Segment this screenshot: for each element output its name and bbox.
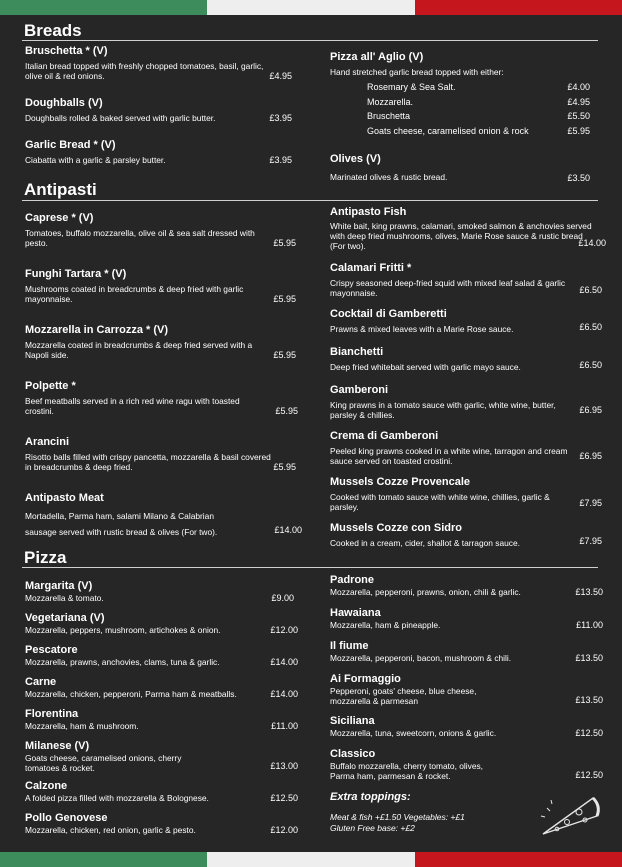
menu-item-il-fiume: Il fiume Mozzarella, pepperoni, bacon, mushroom & chili. [330, 640, 512, 663]
price: £5.95 [567, 126, 590, 136]
menu-item-bruschetta: Bruschetta * (V) Italian bread topped with freshly chopped tomatoes, basil, garlic, olive oil & red onions. [25, 45, 264, 81]
price: £11.00 [576, 620, 603, 630]
price: £4.00 [567, 82, 590, 92]
menu-item-calzone: Calzone A folded pizza filled with mozzarella & Bolognese. [25, 780, 209, 803]
menu-item-bianchetti: Bianchetti Deep fried whitebait served with garlic mayo sauce. [330, 346, 521, 372]
price: £4.95 [269, 71, 292, 81]
price: £14.00 [270, 657, 298, 667]
menu-item-olives: Olives (V) Marinated olives & rustic bread. [330, 153, 448, 182]
aglio-option: Mozzarella. [367, 97, 414, 107]
menu-item-pescatore: Pescatore Mozzarella, prawns, anchovies, clams, tuna & garlic. [25, 644, 220, 667]
price: £4.95 [567, 97, 590, 107]
section-heading-antipasti: Antipasti [24, 180, 97, 199]
pizza-slice-icon [535, 790, 605, 840]
menu-item-carne: Carne Mozzarella, chicken, pepperoni, Parma ham & meatballs. [25, 676, 237, 699]
menu-item-pollo-genovese: Pollo Genovese Mozzarella, chicken, red onion, garlic & pesto. [25, 812, 196, 835]
menu-item-polpette: Polpette * Beef meatballs served in a rich red wine ragu with toasted crostini. [25, 380, 240, 416]
price: £14.00 [274, 525, 302, 535]
menu-item-caprese: Caprese * (V) Tomatoes, buffalo mozzarella, olive oil & sea salt dressed with pesto. [25, 212, 255, 248]
price: £3.95 [269, 155, 292, 165]
price: £3.95 [269, 113, 292, 123]
price: £6.50 [579, 360, 602, 370]
menu-item-antipasto-fish: Antipasto Fish White bait, king prawns, calamari, smoked salmon & anchovies served with deep fried mushrooms, olives, Marie Rose sauce & rustic bread (For two). [330, 206, 592, 251]
price: £11.00 [271, 721, 298, 731]
price: £14.00 [578, 238, 606, 248]
price: £6.95 [579, 451, 602, 461]
menu-item-mozzarella-carrozza: Mozzarella in Carrozza * (V) Mozzarella coated in breadcrumbs & deep fried served with a Napoli side. [25, 324, 253, 360]
menu-item-pizza-aglio: Pizza all' Aglio (V) Hand stretched garlic bread topped with either: [330, 51, 504, 77]
price: £14.00 [270, 689, 298, 699]
price: £13.50 [575, 695, 603, 705]
price: £3.50 [567, 173, 590, 183]
menu-item-funghi-tartara: Funghi Tartara * (V) Mushrooms coated in breadcrumbs & deep fried with garlic mayonnaise. [25, 268, 244, 304]
section-heading-breads: Breads [24, 21, 82, 40]
extra-toppings-line: Meat & fish +£1.50 Vegetables: +£1 [330, 812, 465, 822]
divider [22, 200, 598, 201]
divider [22, 567, 598, 568]
price: £12.50 [270, 793, 298, 803]
price: £6.50 [579, 322, 602, 332]
menu-item-antipasto-meat: Antipasto Meat Mortadella, Parma ham, salami Milano & Calabrian sausage served with rustic bread & olives (For two). [25, 492, 218, 537]
menu-item-siciliana: Siciliana Mozzarella, tuna, sweetcorn, onions & garlic. [330, 715, 497, 738]
price: £12.50 [575, 728, 603, 738]
menu-item-florentina: Florentina Mozzarella, ham & mushroom. [25, 708, 139, 731]
divider [22, 40, 598, 41]
section-heading-pizza: Pizza [24, 548, 67, 567]
menu-item-hawaiana: Hawaiana Mozzarella, ham & pineapple. [330, 607, 441, 630]
price: £5.95 [275, 406, 298, 416]
menu-item-doughballs: Doughballs (V) Doughballs rolled & baked served with garlic butter. [25, 97, 216, 123]
menu-item-classico: Classico Buffalo mozzarella, cherry tomato, olives, Parma ham, parmesan & rocket. [330, 748, 483, 781]
price: £5.50 [567, 111, 590, 121]
aglio-option: Rosemary & Sea Salt. [367, 82, 456, 92]
menu-item-mussels-provencale: Mussels Cozze Provencale Cooked with tomato sauce with white wine, chillies, garlic & parsley. [330, 476, 550, 512]
menu-item-gamberoni: Gamberoni King prawns in a tomato sauce with garlic, white wine, butter, parsley & chillies. [330, 384, 556, 420]
menu-item-milanese: Milanese (V) Goats cheese, caramelised onions, cherry tomatoes & rocket. [25, 740, 182, 773]
price: £12.00 [270, 825, 298, 835]
extra-toppings-title: Extra toppings: [330, 791, 411, 803]
price: £7.95 [579, 498, 602, 508]
price: £13.50 [575, 653, 603, 663]
menu-item-calamari-fritti: Calamari Fritti * Crispy seasoned deep-fried squid with mixed leaf salad & garlic mayonnaise. [330, 262, 566, 298]
price: £5.95 [273, 294, 296, 304]
menu-item-mussels-sidro: Mussels Cozze con Sidro Cooked in a cream, cider, shallot & tarragon sauce. [330, 522, 520, 548]
menu-item-garlic-bread: Garlic Bread * (V) Ciabatta with a garlic & parsley butter. [25, 139, 166, 165]
price: £6.50 [579, 285, 602, 295]
menu-item-crema-gamberoni: Crema di Gamberoni Peeled king prawns cooked in a white wine, tarragon and cream sauce served on toasted crostini. [330, 430, 568, 466]
price: £13.50 [575, 587, 603, 597]
menu-item-margarita: Margarita (V) Mozzarella & tomato. [25, 580, 104, 603]
price: £12.50 [575, 770, 603, 780]
italian-flag-stripe-bottom [0, 852, 622, 867]
price: £5.95 [273, 350, 296, 360]
price: £9.00 [271, 593, 294, 603]
price: £13.00 [270, 761, 298, 771]
menu-item-arancini: Arancini Risotto balls filled with crispy pancetta, mozzarella & basil covered in breadcrumbs & deep fried. [25, 436, 271, 472]
extra-toppings-line: Gluten Free base: +£2 [330, 823, 415, 833]
price: £5.95 [273, 462, 296, 472]
menu-item-vegetariana: Vegetariana (V) Mozzarella, peppers, mushroom, artichokes & onion. [25, 612, 221, 635]
price: £5.95 [273, 238, 296, 248]
menu-item-ai-formaggio: Ai Formaggio Pepperoni, goats' cheese, blue cheese, mozzarella & parmesan [330, 673, 477, 706]
price: £7.95 [579, 536, 602, 546]
aglio-option: Bruschetta [367, 111, 411, 121]
price: £12.00 [270, 625, 298, 635]
italian-flag-stripe-top [0, 0, 622, 15]
menu-item-padrone: Padrone Mozzarella, pepperoni, prawns, onion, chili & garlic. [330, 574, 521, 597]
menu-item-cocktail-gamberetti: Cocktail di Gamberetti Prawns & mixed leaves with a Marie Rose sauce. [330, 308, 514, 334]
price: £6.95 [579, 405, 602, 415]
aglio-option: Goats cheese, caramelised onion & rock [367, 126, 529, 136]
